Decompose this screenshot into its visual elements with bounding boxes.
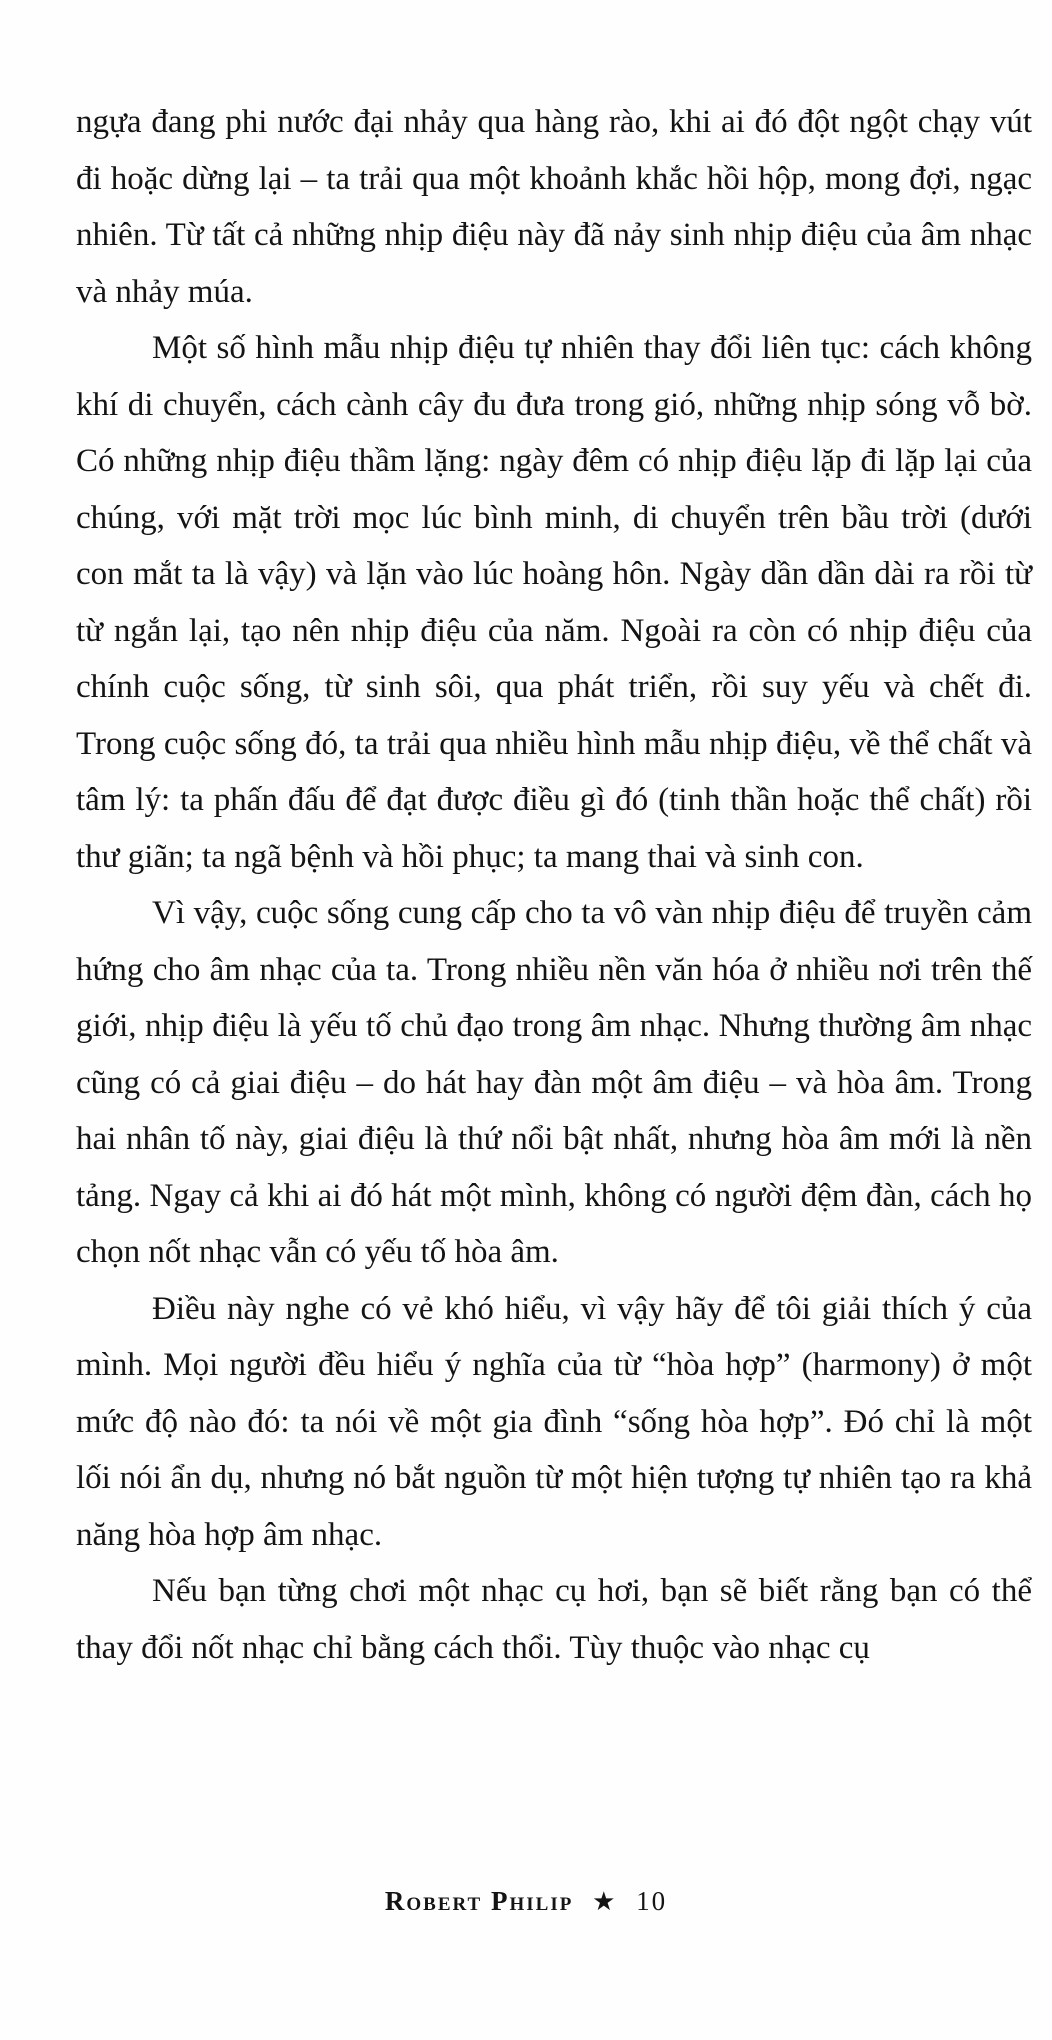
paragraph-life-rhythms: Vì vậy, cuộc sống cung cấp cho ta vô vàn nhịp điệu để truyền cảm hứng cho âm nhạc của ta. Trong nhiều nền văn hóa ở nhiều nơi trên thế giới, nhịp điệu là yếu tố chủ đạo trong âm nhạc. Nhưng thường âm nhạc cũng có cả giai điệu – do hát hay đàn một âm điệu – và hòa âm. Trong hai nhân tố này, giai điệu là thứ nổi bật nhất, nhưng hòa âm mới là nền tảng. Ngay cả khi ai đó hát một mình, không có người đệm đàn, cách họ chọn nốt nhạc vẫn có yếu tố hòa âm. <box>76 895 1032 1270</box>
star-icon: ★ <box>592 1887 618 1916</box>
paragraph-rhythm-patterns: Một số hình mẫu nhịp điệu tự nhiên thay đổi liên tục: cách không khí di chuyển, cách cành cây đu đưa trong gió, những nhịp sóng vỗ bờ. Có những nhịp điệu thầm lặng: ngày đêm có nhịp điệu lặp đi lặp lại của chúng, với mặt trời mọc lúc bình minh, di chuyển trên bầu trời (dưới con mắt ta là vậy) và lặn vào lúc hoàng hôn. Ngày dần dần dài ra rồi từ từ ngắn lại, tạo nên nhịp điệu của năm. Ngoài ra còn có nhịp điệu của chính cuộc sống, từ sinh sôi, qua phát triển, rồi suy yếu và chết đi. Trong cuộc sống đó, ta trải qua nhiều hình mẫu nhịp điệu, về thể chất và tâm lý: ta phấn đấu để đạt được điều gì đó (tinh thần hoặc thể chất) rồi thư giãn; ta ngã bệnh và hồi phục; ta mang thai và sinh con. <box>76 330 1032 875</box>
paragraph-wind-instrument: Nếu bạn từng chơi một nhạc cụ hơi, bạn sẽ biết rằng bạn có thể thay đổi nốt nhạc chỉ bằng cách thổi. Tùy thuộc vào nhạc cụ <box>76 1573 1032 1666</box>
page-footer <box>0 1886 1052 1917</box>
paragraph-continued: ngựa đang phi nước đại nhảy qua hàng rào, khi ai đó đột ngột chạy vút đi hoặc dừng lại – ta trải qua một khoảnh khắc hồi hộp, mong đợi, ngạc nhiên. Từ tất cả những nhịp điệu này đã nảy sinh nhịp điệu của âm nhạc và nhảy múa. <box>76 104 1032 310</box>
footer-author: Robert Philip <box>384 1886 574 1916</box>
body-text <box>76 94 1032 1676</box>
page-number: 10 <box>636 1886 668 1916</box>
paragraph-harmony-meaning: Điều này nghe có vẻ khó hiểu, vì vậy hãy để tôi giải thích ý của mình. Mọi người đều hiểu ý nghĩa của từ “hòa hợp” (harmony) ở một mức độ nào đó: ta nói về một gia đình “sống hòa hợp”. Đó chỉ là một lối nói ẩn dụ, nhưng nó bắt nguồn từ một hiện tượng tự nhiên tạo ra khả năng hòa hợp âm nhạc. <box>76 1290 1032 1553</box>
